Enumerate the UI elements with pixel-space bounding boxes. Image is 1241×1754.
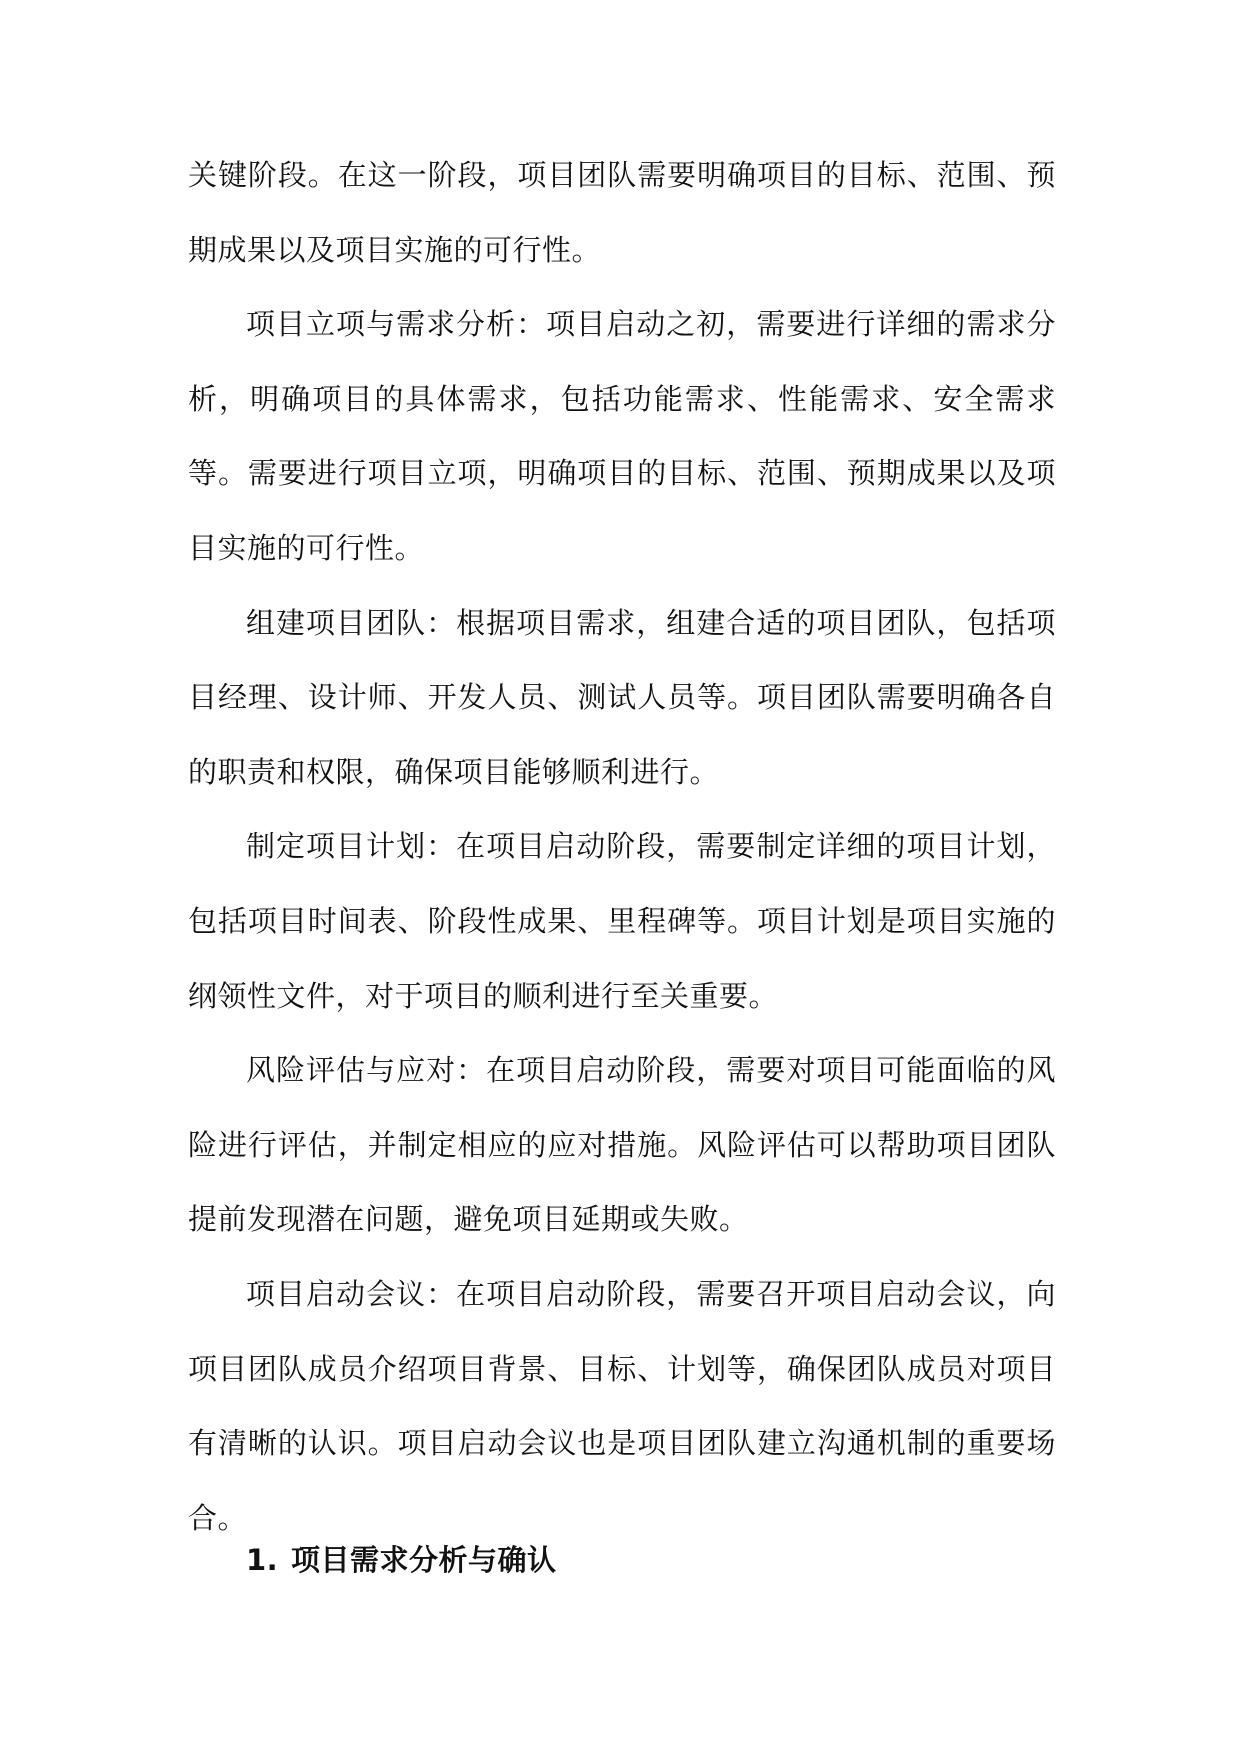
paragraph-5: 风险评估与应对：在项目启动阶段，需要对项目可能面临的风险进行评估，并制定相应的应对措施。风险评估可以帮助项目团队提前发现潜在问题，避免项目延期或失败。 <box>188 1053 1056 1237</box>
paragraph-4: 制定项目计划：在项目启动阶段，需要制定详细的项目计划，包括项目时间表、阶段性成果、里程碑等。项目计划是项目实施的纲领性文件，对于项目的顺利进行至关重要。 <box>188 829 1056 1013</box>
section-number: 1. <box>246 1543 279 1577</box>
section-title: 项目需求分析与确认 <box>291 1543 557 1577</box>
document-body <box>188 138 1056 1555</box>
paragraph-2: 项目立项与需求分析：项目启动之初，需要进行详细的需求分析，明确项目的具体需求，包括功能需求、性能需求、安全需求等。需要进行项目立项，明确项目的目标、范围、预期成果以及项目实施的可行性。 <box>188 307 1056 565</box>
paragraph-6: 项目启动会议：在项目启动阶段，需要召开项目启动会议，向项目团队成员介绍项目背景、目标、计划等，确保团队成员对项目有清晰的认识。项目启动会议也是项目团队建立沟通机制的重要场合。 <box>188 1276 1056 1535</box>
paragraph-1: 关键阶段。在这一阶段，项目团队需要明确项目的目标、范围、预期成果以及项目实施的可行性。 <box>188 158 1056 267</box>
section-heading <box>246 1540 557 1580</box>
paragraph-3: 组建项目团队：根据项目需求，组建合适的项目团队，包括项目经理、设计师、开发人员、测试人员等。项目团队需要明确各自的职责和权限，确保项目能够顺利进行。 <box>188 605 1056 789</box>
